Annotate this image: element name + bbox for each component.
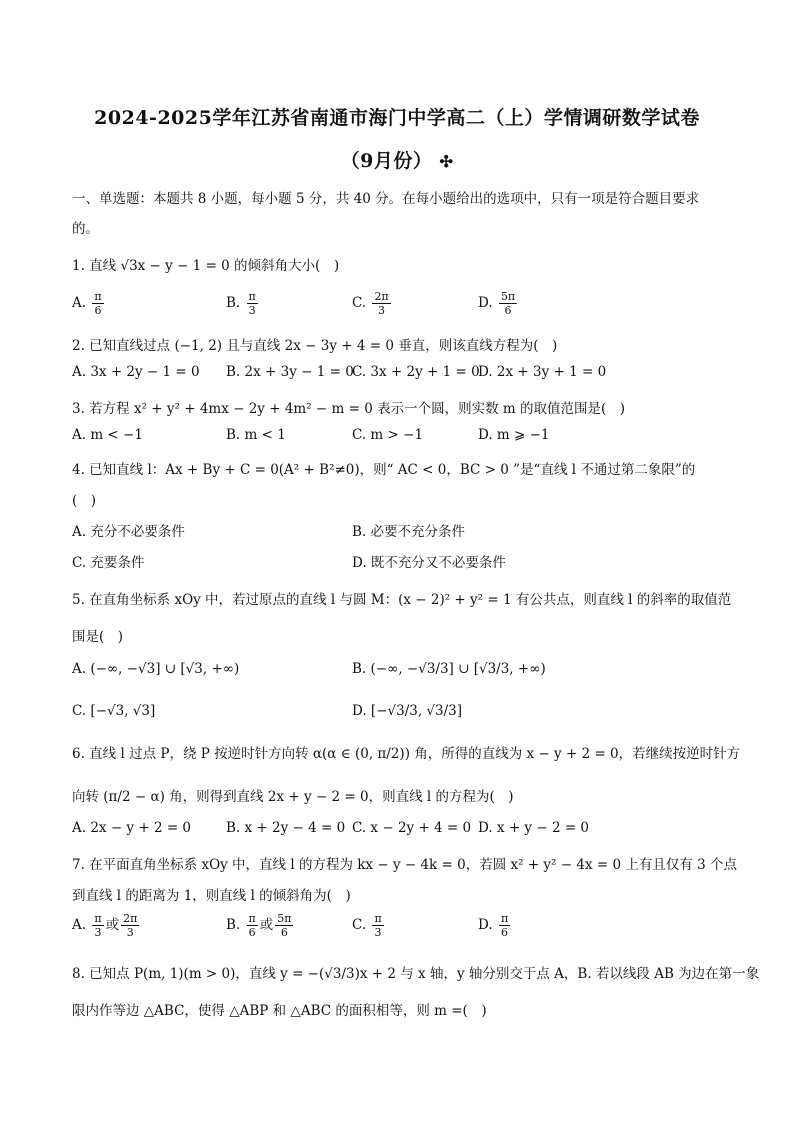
question-3-option-c: C. m > −1 [352, 427, 424, 443]
question-3-option-a: A. m < −1 [72, 427, 143, 443]
question-2-stem: 2. 已知直线过点 (−1, 2) 且与直线 2x − 3y + 4 = 0 垂直，则该直线方程为( ) [72, 338, 558, 354]
question-7-option-a: A. $\frac{\pi}{3}$ 或 $\frac{2\pi}{3}$ [72, 912, 138, 939]
question-8-stem-line2: 限内作等边 △ABC，使得 △ABP 和 △ABC 的面积相等，则 m =( ) [72, 1003, 487, 1019]
question-7-stem-line1: 7. 在平面直角坐标系 xOy 中，直线 l 的方程为 kx − y − 4k = 0，若圆 x² + y² − 4x = 0 上有且仅有 3 个点 [72, 857, 738, 873]
section-heading-line1: 一、单选题：本题共 8 小题，每小题 5 分，共 40 分。在每小题给出的选项中，只有一项是符合题目要求 [72, 191, 700, 207]
question-5-stem-line2: 围是( ) [72, 629, 124, 645]
question-4-option-b: B. 必要不充分条件 [352, 524, 466, 540]
section-heading-line2: 的。 [72, 221, 99, 237]
question-4-stem-line1: 4. 已知直线 l：Ax + By + C = 0(A² + B²≠0)，则“ AC < 0，BC > 0 ”是“直线 l 不通过第二象限”的 [72, 462, 696, 478]
question-5-option-a: A. (−∞, −√3] ∪ [√3, +∞) [72, 661, 240, 677]
question-5-stem-line1: 5. 在直角坐标系 xOy 中，若过原点的直线 l 与圆 M：(x − 2)² + y² = 1 有公共点，则直线 l 的斜率的取值范 [72, 592, 732, 608]
exam-title-line1: 2024-2025学年江苏省南通市海门中学高二（上）学情调研数学试卷 [94, 107, 700, 129]
question-6-stem-line1: 6. 直线 l 过点 P，绕 P 按逆时针方向转 α(α ∈ (0, π/2)) 角，所得的直线为 x − y + 2 = 0，若继续按逆时针方 [72, 746, 741, 762]
question-1-option-b: B. $\frac{\pi}{3}$ [226, 290, 256, 317]
question-7-option-c: C. $\frac{\pi}{3}$ [352, 912, 382, 939]
question-6-stem-line2: 向转 (π/2 − α) 角，则得到直线 2x + y − 2 = 0，则直线 l 的方程为( ) [72, 789, 514, 805]
question-4-stem-line2: ( ) [72, 493, 97, 509]
question-3-option-d: D. m ⩾ −1 [478, 427, 550, 443]
question-6-option-c: C. x − 2y + 4 = 0 [352, 820, 472, 836]
question-6-option-b: B. x + 2y − 4 = 0 [226, 820, 346, 836]
question-4-option-c: C. 充要条件 [72, 555, 145, 571]
question-2-option-a: A. 3x + 2y − 1 = 0 [72, 364, 200, 380]
question-8-stem-line1: 8. 已知点 P(m, 1)(m > 0)，直线 y = −(√3/3)x + 2 与 x 轴，y 轴分别交于点 A，B. 若以线段 AB 为边在第一象 [72, 966, 760, 982]
question-1-option-c: C. $\frac{2\pi}{3}$ [352, 290, 389, 317]
question-2-option-b: B. 2x + 3y − 1 = 0 [226, 364, 354, 380]
exam-title-month: （9月份） [340, 150, 433, 172]
question-1-option-a: A. $\frac{\pi}{6}$ [72, 290, 102, 317]
question-6-option-d: D. x + y − 2 = 0 [478, 820, 590, 836]
question-2-option-d: D. 2x + 3y + 1 = 0 [478, 364, 607, 380]
question-3-option-b: B. m < 1 [226, 427, 286, 443]
exam-title-line2 [60, 146, 734, 173]
question-7-stem-line2: 到直线 l 的距离为 1，则直线 l 的倾斜角为( ) [72, 888, 351, 904]
question-1-option-d: D. $\frac{5\pi}{6}$ [478, 290, 516, 317]
question-6-option-a: A. 2x − y + 2 = 0 [72, 820, 192, 836]
decor-icon: ✣ [439, 152, 454, 171]
question-5-option-b: B. (−∞, −√3/3] ∪ [√3/3, +∞) [352, 661, 546, 677]
question-4-option-d: D. 既不充分又不必要条件 [352, 555, 506, 571]
question-3-stem: 3. 若方程 x² + y² + 4mx − 2y + 4m² − m = 0 表示一个圆，则实数 m 的取值范围是( ) [72, 401, 626, 417]
question-4-option-a: A. 充分不必要条件 [72, 524, 185, 540]
question-5-option-d: D. [−√3/3, √3/3] [352, 703, 463, 719]
question-7-option-b: B. $\frac{\pi}{6}$ 或 $\frac{5\pi}{6}$ [226, 912, 292, 939]
question-1-stem: 1. 直线 √3x − y − 1 = 0 的倾斜角大小( ) [72, 258, 340, 274]
question-5-option-c: C. [−√3, √3] [72, 703, 156, 719]
question-2-option-c: C. 3x + 2y + 1 = 0 [352, 364, 480, 380]
question-7-option-d: D. $\frac{\pi}{6}$ [478, 912, 509, 939]
